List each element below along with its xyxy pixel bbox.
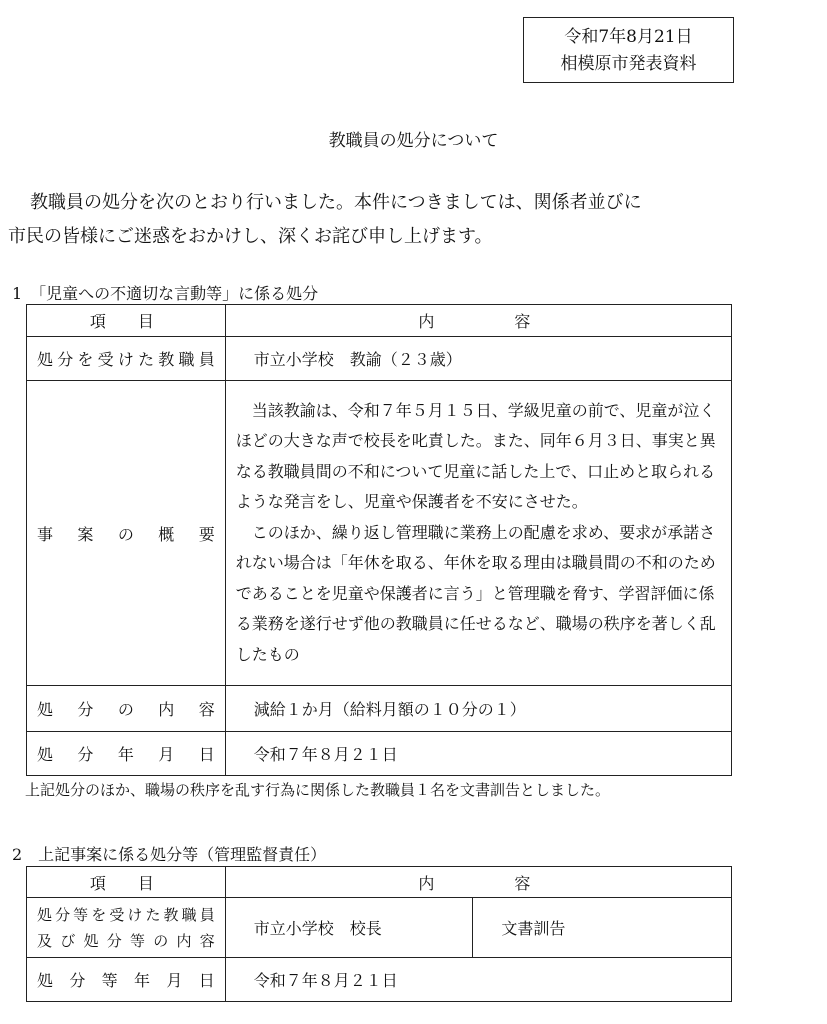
section1-note: 上記処分のほか、職場の秩序を乱す行為に関係した教職員１名を文書訓告としました。 (25, 781, 611, 799)
row-label-date: 処分年月日 (27, 732, 226, 776)
table-header-row (27, 305, 732, 337)
row-label-recipient: 処分を受けた教職員 (27, 337, 226, 381)
row-label-date: 処分等年月日 (27, 958, 226, 1002)
section2-heading: 2 上記事案に係る処分等（管理監督責任） (12, 845, 327, 864)
row-value-action: 文書訓告 (473, 898, 732, 958)
table-row (27, 381, 732, 686)
release-source: 相模原市発表資料 (560, 54, 697, 74)
summary-paragraph-2: このほか、繰り返し管理職に業務上の配慮を求め、要求が承諾されない場合は「年休を取る、年休を取る理由は職員間の不和のためであることを児童や保護者に言う」と管理職を脅す、学習評価に係る業務を遂行せず他の教職員に任せるなど、職場の秩序を著しく乱したもの (235, 522, 716, 664)
col-content-header: 内 容 (225, 305, 731, 337)
row-label-penalty: 処分の内容 (27, 686, 226, 732)
row-value-person: 市立小学校 校長 (225, 898, 473, 958)
intro-line-1: 教職員の処分を次のとおり行いました。本件につきましては、関係者並びに (30, 192, 642, 213)
col-content-header: 内 容 (225, 867, 731, 898)
section1-heading: 1 「児童への不適切な言動等」に係る処分 (12, 284, 319, 303)
intro-line-2: 市民の皆様にご迷惑をおかけし、深くお詫び申し上げます。 (8, 226, 493, 247)
row-label-recipient (27, 898, 226, 958)
col-item-header: 項 目 (27, 867, 226, 898)
page-title: 教職員の処分について (328, 131, 499, 151)
row-value-penalty: 減給１か月（給料月額の１０分の１） (225, 686, 731, 732)
table-row (27, 686, 732, 732)
section2-table (26, 866, 732, 1002)
col-item-header: 項 目 (27, 305, 226, 337)
row-value-recipient: 市立小学校 教諭（２３歳） (225, 337, 731, 381)
table-header-row (27, 867, 732, 898)
table-row (27, 732, 732, 776)
press-release-box (523, 17, 734, 83)
table-row (27, 958, 732, 1002)
label-line-2: 及び処分等の内容 (37, 931, 215, 950)
row-value-summary (225, 381, 731, 686)
section1-table (26, 304, 732, 776)
table-row (27, 898, 732, 958)
row-label-summary: 事案の概要 (27, 381, 226, 686)
release-date: 令和7年8月21日 (564, 27, 693, 47)
intro-paragraph (8, 186, 798, 254)
table-row (27, 337, 732, 381)
row-value-date: 令和７年８月２１日 (225, 958, 731, 1002)
summary-paragraph-1: 当該教諭は、令和７年５月１５日、学級児童の前で、児童が泣くほどの大きな声で校長を叱責した。また、同年６月３日、事実と異なる教職員間の不和について児童に話した上で、口止めと取られるような発言をし、児童や保護者を不安にさせた。 (235, 400, 716, 512)
label-line-1: 処分等を受けた教職員 (37, 905, 215, 924)
row-value-date: 令和７年８月２１日 (225, 732, 731, 776)
